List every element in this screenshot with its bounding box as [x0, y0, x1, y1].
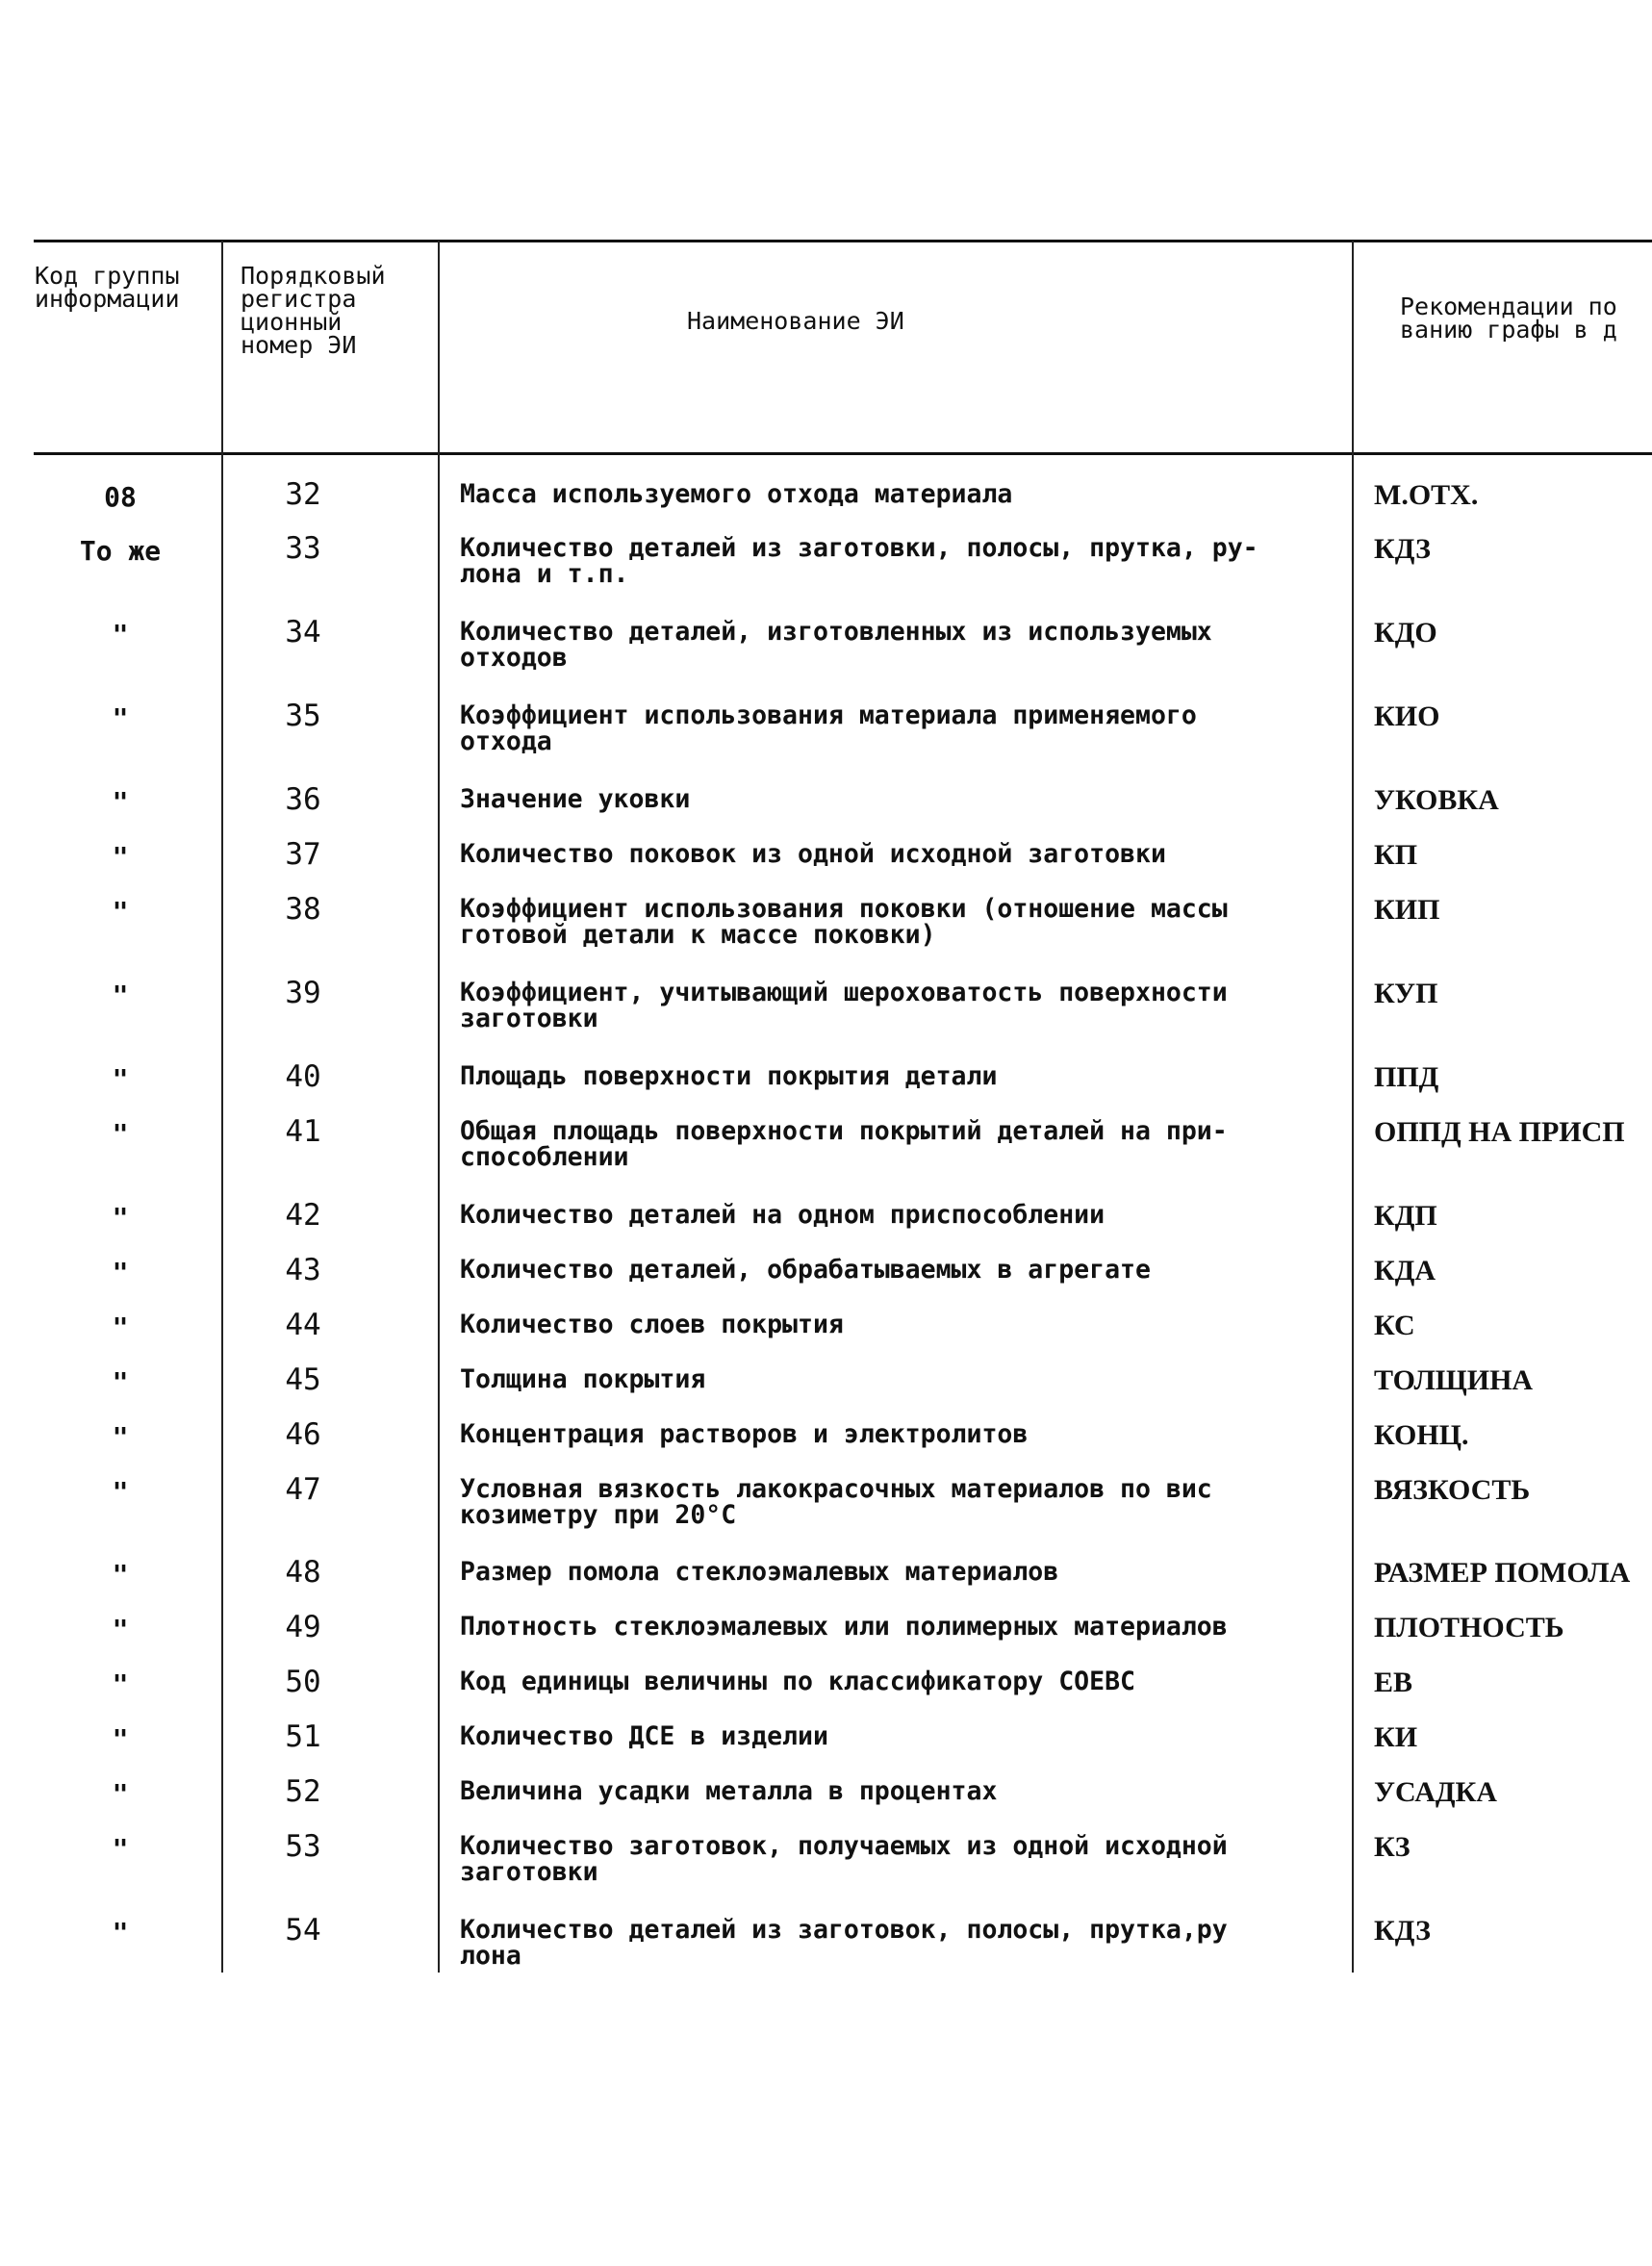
row-recommendation: ППД	[1374, 1061, 1439, 1093]
row-group-code: "	[112, 1202, 129, 1234]
row-recommendation: КИО	[1374, 700, 1440, 732]
row-item-name: Количество деталей, обрабатываемых в агрегате	[460, 1255, 1151, 1285]
header-item-name: Наименование ЭИ	[687, 307, 904, 335]
row-registration-number: 45	[285, 1362, 321, 1397]
row-recommendation: КДП	[1374, 1200, 1437, 1232]
row-group-code: "	[112, 1778, 129, 1810]
row-item-name: Коэффициент, учитывающий шероховатость поверхности заготовки	[460, 978, 1228, 1033]
column-divider-2	[438, 241, 440, 1973]
row-item-name: Концентрация растворов и электролитов	[460, 1419, 1029, 1449]
row-recommendation: ОППД НА ПРИСП	[1374, 1116, 1625, 1148]
row-group-code: "	[112, 786, 129, 818]
row-item-name: Коэффициент использования материала применяемого отхода	[460, 700, 1197, 756]
header-code-group: Код группы информации	[35, 262, 180, 313]
row-registration-number: 53	[285, 1829, 321, 1864]
table-top-rule	[34, 240, 1652, 242]
row-item-name: Количество заготовок, получаемых из одной исходной заготовки	[460, 1831, 1228, 1887]
header-bottom-rule	[34, 452, 1652, 455]
row-registration-number: 32	[285, 477, 321, 512]
row-group-code: "	[112, 1311, 129, 1343]
row-registration-number: 50	[285, 1665, 321, 1699]
row-registration-number: 40	[285, 1059, 321, 1094]
row-item-name: Количество деталей из заготовок, полосы, прутка,ру лона	[460, 1915, 1228, 1971]
row-recommendation: УКОВКА	[1374, 784, 1499, 816]
column-divider-3	[1352, 241, 1354, 1973]
row-registration-number: 35	[285, 699, 321, 733]
row-recommendation: КС	[1374, 1310, 1415, 1341]
row-group-code: "	[112, 841, 129, 873]
row-recommendation: КДЗ	[1374, 533, 1431, 565]
row-registration-number: 36	[285, 782, 321, 817]
row-item-name: Коэффициент использования поковки (отношение массы готовой детали к массе поковки)	[460, 894, 1228, 950]
row-item-name: Плотность стеклоэмалевых или полимерных материалов	[460, 1612, 1228, 1642]
row-registration-number: 47	[285, 1472, 321, 1507]
row-item-name: Количество деталей из заготовки, полосы, прутка, ру- лона и т.п.	[460, 533, 1258, 589]
row-item-name: Размер помола стеклоэмалевых материалов	[460, 1557, 1059, 1587]
row-registration-number: 33	[285, 531, 321, 566]
row-item-name: Значение уковки	[460, 784, 691, 814]
row-item-name: Общая площадь поверхности покрытий деталей на при- способлении	[460, 1116, 1228, 1172]
row-item-name: Количество деталей, изготовленных из используемых отходов	[460, 617, 1212, 673]
row-registration-number: 42	[285, 1198, 321, 1233]
row-registration-number: 39	[285, 976, 321, 1010]
row-recommendation: УСАДКА	[1374, 1776, 1497, 1808]
row-registration-number: 44	[285, 1308, 321, 1342]
row-group-code: "	[112, 1614, 129, 1645]
row-group-code: "	[112, 1917, 129, 1948]
row-group-code: "	[112, 896, 129, 928]
row-registration-number: 52	[285, 1774, 321, 1809]
row-recommendation: КИ	[1374, 1721, 1418, 1753]
row-recommendation: КДЗ	[1374, 1915, 1431, 1947]
row-registration-number: 41	[285, 1114, 321, 1149]
column-divider-1	[221, 241, 223, 1973]
row-group-code: "	[112, 1668, 129, 1700]
row-item-name: Условная вязкость лакокрасочных материалов по вис козиметру при 20°С	[460, 1474, 1212, 1530]
row-recommendation: КОНЦ.	[1374, 1419, 1469, 1451]
row-group-code: "	[112, 1366, 129, 1398]
row-group-code: "	[112, 619, 129, 650]
row-recommendation: РАЗМЕР ПОМОЛА	[1374, 1557, 1631, 1589]
row-recommendation: КУП	[1374, 978, 1438, 1009]
row-registration-number: 54	[285, 1913, 321, 1948]
row-registration-number: 38	[285, 892, 321, 927]
row-recommendation: КИП	[1374, 894, 1440, 926]
row-group-code: "	[112, 1257, 129, 1288]
row-item-name: Количество ДСЕ в изделии	[460, 1721, 828, 1751]
row-registration-number: 34	[285, 615, 321, 649]
row-recommendation: ПЛОТНОСТЬ	[1374, 1612, 1564, 1643]
row-group-code: "	[112, 1833, 129, 1865]
row-item-name: Количество деталей на одном приспособлении	[460, 1200, 1106, 1230]
header-registration-number: Порядковый регистра ционный номер ЭИ	[241, 262, 386, 359]
row-item-name: Количество поковок из одной исходной заготовки	[460, 839, 1166, 869]
row-recommendation: КП	[1374, 839, 1418, 871]
row-item-name: Масса используемого отхода материала	[460, 479, 1013, 509]
row-item-name: Количество слоев покрытия	[460, 1310, 844, 1339]
row-group-code: "	[112, 1118, 129, 1150]
row-group-code: "	[112, 980, 129, 1011]
row-item-name: Толщина покрытия	[460, 1364, 706, 1394]
row-registration-number: 49	[285, 1610, 321, 1644]
row-recommendation: ЕВ	[1374, 1667, 1413, 1698]
header-recommendations: Рекомендации по ванию графы в д	[1400, 295, 1617, 342]
row-recommendation: ТОЛЩИНА	[1374, 1364, 1534, 1396]
row-item-name: Код единицы величины по классификатору СОЕВС	[460, 1667, 1135, 1696]
row-item-name: Величина усадки металла в процентах	[460, 1776, 998, 1806]
row-group-code: "	[112, 1421, 129, 1453]
row-recommendation: М.ОТХ.	[1374, 479, 1479, 511]
row-group-code: "	[112, 1063, 129, 1095]
row-registration-number: 46	[285, 1417, 321, 1452]
row-group-code: То же	[79, 535, 162, 567]
row-registration-number: 37	[285, 837, 321, 872]
row-group-code: "	[112, 1723, 129, 1755]
row-recommendation: КДА	[1374, 1255, 1436, 1286]
row-group-code: 08	[104, 481, 137, 513]
row-recommendation: КДО	[1374, 617, 1437, 649]
row-registration-number: 48	[285, 1555, 321, 1590]
row-item-name: Площадь поверхности покрытия детали	[460, 1061, 998, 1091]
row-recommendation: ВЯЗКОСТЬ	[1374, 1474, 1531, 1506]
row-group-code: "	[112, 1559, 129, 1591]
row-group-code: "	[112, 1476, 129, 1508]
row-registration-number: 51	[285, 1719, 321, 1754]
row-registration-number: 43	[285, 1253, 321, 1287]
row-recommendation: КЗ	[1374, 1831, 1411, 1863]
row-group-code: "	[112, 702, 129, 734]
